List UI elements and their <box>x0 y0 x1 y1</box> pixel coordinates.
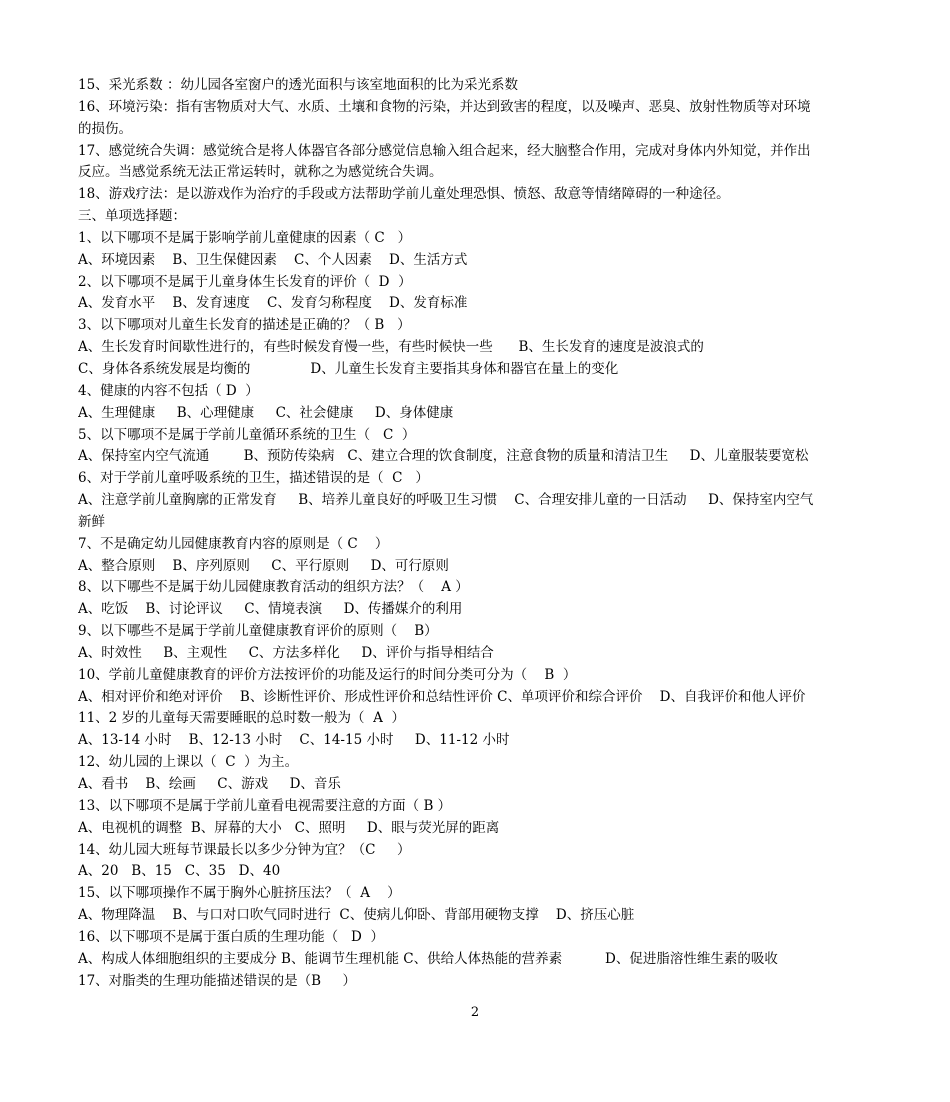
question-line: 13、以下哪项不是属于学前儿童看电视需要注意的方面（ B ） <box>78 797 452 814</box>
question-line: 15、以下哪项操作不属于胸外心脏挤压法？（ A ） <box>78 885 401 902</box>
question-line: 3、以下哪项对儿童生长发育的描述是正确的？（ B ） <box>78 317 411 334</box>
question-line: 16、以下哪项不是属于蛋白质的生理功能（ D ） <box>78 928 384 945</box>
options-line: A、20 B、15 C、35 D、40 <box>78 863 281 880</box>
document-body <box>78 75 878 992</box>
text-line: 反应。当感觉系统无法正常运转时，就称之为感觉统合失调。 <box>78 164 443 181</box>
options-line: A、看书 B、绘画 C、游戏 D、音乐 <box>78 776 341 792</box>
options-line: A、物理降温 B、与口对口吹气同时进行 C、使病儿仰卧、背部用硬物支撑 D、挤压心脏 <box>78 907 635 924</box>
question-line: 2、以下哪项不是属于儿童身体生长发育的评价（ D ） <box>78 273 412 290</box>
options-line: A、构成人体细胞组织的主要成分 B、能调节生理机能 C、供给人体热能的营养素 D、促进脂溶性维生素的吸收 <box>78 950 778 967</box>
question-line: 10、学前儿童健康教育的评价方法按评价的功能及运行的时间分类可分为（ B ） <box>78 666 577 683</box>
text-line: 16、环境污染：指有害物质对大气、水质、土壤和食物的污染，并达到致害的程度，以及噪声、恶臭、放射性物质等对环境 <box>78 98 811 115</box>
question-line: 1、以下哪项不是属于影响学前儿童健康的因素（ C ） <box>78 229 412 246</box>
options-line: A、吃饭 B、讨论评议 C、情境表演 D、传播媒介的利用 <box>78 601 463 618</box>
section-heading: 三、单项选择题： <box>78 208 186 225</box>
options-line: A、时效性 B、主观性 C、方法多样化 D、评价与指导相结合 <box>78 644 494 661</box>
question-line: 11、2 岁的儿童每天需要睡眠的总时数一般为（ A ） <box>78 710 405 727</box>
text-line: 18、游戏疗法：是以游戏作为治疗的手段或方法帮助学前儿童处理恐惧、愤怒、敌意等情绪障碍的一种途径。 <box>78 186 730 203</box>
options-line: A、整合原则 B、序列原则 C、平行原则 D、可行原则 <box>78 557 449 574</box>
text-line: 15、采光系数 ：幼儿园各室窗户的透光面积与该室地面积的比为采光系数 <box>78 77 518 93</box>
options-line: A、保持室内空气流通 B、预防传染病 C、建立合理的饮食制度，注意食物的质量和清洁卫生 D、儿童服装要宽松 <box>78 448 809 465</box>
question-line: 5、以下哪项不是属于学前儿童循环系统的卫生（ C ） <box>78 426 416 443</box>
options-line: A、生理健康 B、心理健康 C、社会健康 D、身体健康 <box>78 404 454 421</box>
options-line: A、13-14 小时 B、12-13 小时 C、14-15 小时 D、11-12 小时 <box>78 732 510 749</box>
question-line: 8、以下哪些不是属于幼儿园健康教育活动的组织方法？（ A ） <box>78 579 469 596</box>
options-line: C、身体各系统发展是均衡的 D、儿童生长发育主要指其身体和器官在量上的变化 <box>78 360 619 377</box>
options-line: A、生长发育时间歇性进行的，有些时候发育慢一些，有些时候快一些 B、生长发育的速度是波浪式的 <box>78 339 704 356</box>
question-line: 12、幼儿园的上课以（ C ）为主。 <box>78 754 299 771</box>
text-line: 17、感觉统合失调：感觉统合是将人体器官各部分感觉信息输入组合起来，经大脑整合作用，完成对身体内外知觉，并作出 <box>78 142 811 159</box>
page-number: 2 <box>470 1005 480 1020</box>
options-line: A、电视机的调整 B、屏幕的大小 C、照明 D、眼与荧光屏的距离 <box>78 819 500 836</box>
question-line: 14、幼儿园大班每节课最长以多少分钟为宜？（C ） <box>78 841 411 858</box>
question-line: 6、对于学前儿童呼吸系统的卫生，描述错误的是（ C ） <box>78 470 429 487</box>
text-line: 的损伤。 <box>78 120 132 137</box>
question-line: 9、以下哪些不是属于学前儿童健康教育评价的原则（ B） <box>78 623 438 640</box>
options-line: A、环境因素 B、卫生保健因素 C、个人因素 D、生活方式 <box>78 251 468 268</box>
options-line: A、相对评价和绝对评价 B、诊断性评价、形成性评价和总结性评价 C、单项评价和综合评价 D、自我评价和他人评价 <box>78 688 806 705</box>
question-line: 17、对脂类的生理功能描述错误的是（B ） <box>78 972 357 989</box>
options-line: A、注意学前儿童胸廓的正常发育 B、培养儿童良好的呼吸卫生习惯 C、合理安排儿童的一日活动 D、保持室内空气 <box>78 492 814 509</box>
options-line: 新鲜 <box>78 513 105 530</box>
question-line: 4、健康的内容不包括（ D ） <box>78 382 259 399</box>
question-line: 7、不是确定幼儿园健康教育内容的原则是（ C ） <box>78 535 389 552</box>
options-line: A、发育水平 B、发育速度 C、发育匀称程度 D、发育标准 <box>78 295 468 312</box>
